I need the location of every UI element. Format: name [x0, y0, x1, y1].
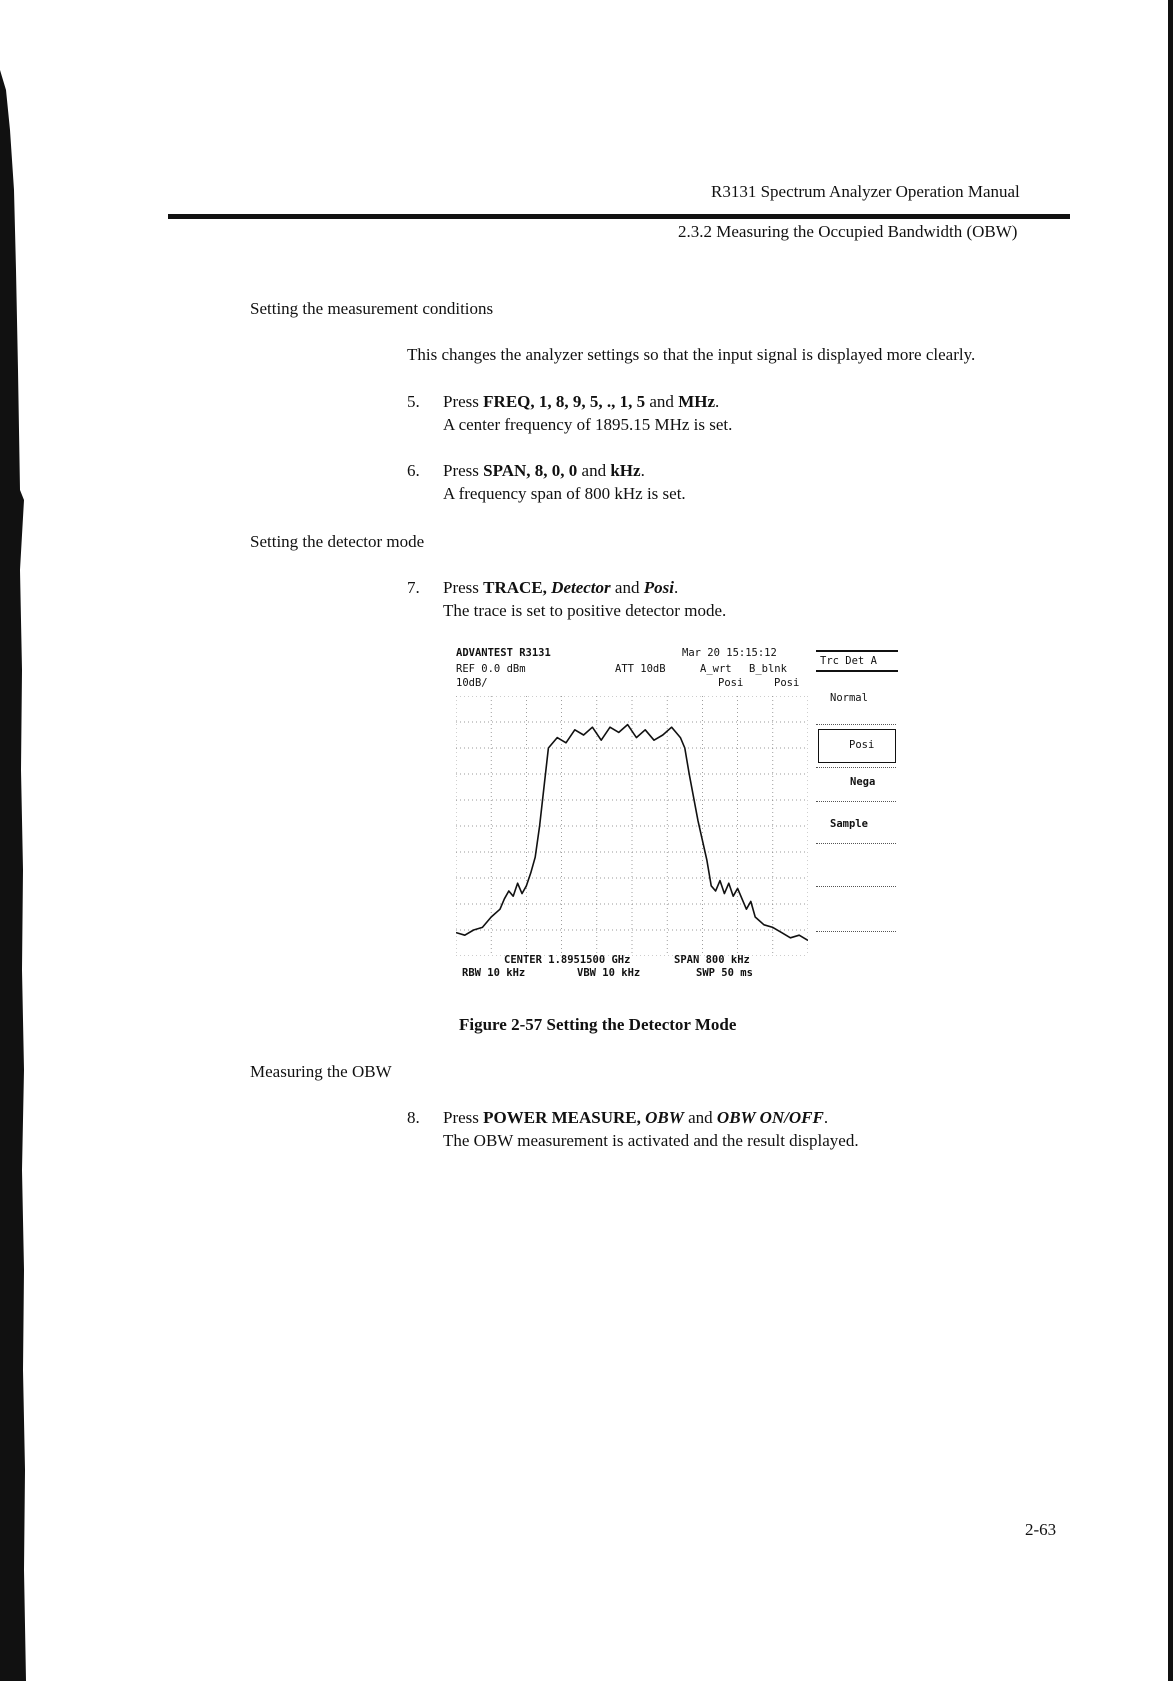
figure-caption: Figure 2-57 Setting the Detector Mode [459, 1015, 737, 1034]
scan-edge-left [0, 70, 26, 1681]
page-number: 2-63 [1025, 1520, 1057, 1539]
heading-measurement-conditions: Setting the measurement conditions [250, 299, 494, 318]
step-8-instruction: Press POWER MEASURE, OBW and OBW ON/OFF. [443, 1108, 829, 1127]
screen-trace-a: A_wrt [700, 663, 732, 675]
heading-detector-mode: Setting the detector mode [250, 532, 425, 551]
step-6-result: A frequency span of 800 kHz is set. [443, 484, 686, 503]
heading-measuring-obw: Measuring the OBW [250, 1062, 392, 1081]
step-5-keys: FREQ, 1, 8, 9, 5, ., 1, 5 [483, 392, 646, 411]
header-rule [168, 214, 1070, 219]
analyzer-screen [452, 643, 902, 983]
screen-span: SPAN 800 kHz [674, 954, 750, 966]
screen-swp: SWP 50 ms [696, 967, 753, 979]
screen-datetime: Mar 20 15:15:12 [682, 647, 777, 659]
step-7-instruction: Press TRACE, Detector and Posi. [443, 578, 679, 597]
scan-edge-right [1168, 0, 1173, 1681]
step-6-keys: SPAN, 8, 0, 0 [483, 461, 578, 480]
softkey-nega[interactable]: Nega [850, 776, 876, 788]
screen-rbw: RBW 10 kHz [462, 967, 526, 979]
step-5-number: 5. [407, 392, 420, 411]
screen-scale: 10dB/ [456, 677, 488, 689]
section-title: 2.3.2 Measuring the Occupied Bandwidth (OBW) [678, 222, 1018, 241]
softkey-normal[interactable]: Normal [830, 692, 868, 704]
softkey-sample[interactable]: Sample [830, 818, 868, 830]
step-8-number: 8. [407, 1108, 420, 1127]
step-8-result: The OBW measurement is activated and the result displayed. [443, 1131, 859, 1150]
intro-text: This changes the analyzer settings so that the input signal is displayed more clearly. [407, 345, 976, 364]
softkey-menu-title: Trc Det A [820, 655, 877, 667]
step-7-result: The trace is set to positive detector mode. [443, 601, 727, 620]
screen-det-b: Posi [774, 677, 800, 689]
softkey-posi[interactable]: Posi [849, 739, 875, 751]
screen-brand: ADVANTEST R3131 [456, 647, 551, 659]
step-6-instruction: Press SPAN, 8, 0, 0 and kHz. [443, 461, 645, 480]
manual-title: R3131 Spectrum Analyzer Operation Manual [711, 182, 1020, 201]
spectrum-plot [456, 696, 808, 956]
step-5-result: A center frequency of 1895.15 MHz is set. [443, 415, 733, 434]
screen-det-a: Posi [718, 677, 744, 689]
screen-center: CENTER 1.8951500 GHz [504, 954, 631, 966]
step-7-number: 7. [407, 578, 420, 597]
spectrum-svg [456, 696, 808, 956]
screen-att: ATT 10dB [615, 663, 666, 675]
screen-vbw: VBW 10 kHz [577, 967, 641, 979]
screen-trace-b: B_blnk [749, 663, 787, 675]
softkey-menu [816, 643, 902, 943]
softkey-posi-box[interactable] [818, 729, 896, 763]
step-5-instruction: Press FREQ, 1, 8, 9, 5, ., 1, 5 and MHz. [443, 392, 720, 411]
screen-ref-level: REF 0.0 dBm [456, 663, 526, 675]
step-6-number: 6. [407, 461, 420, 480]
